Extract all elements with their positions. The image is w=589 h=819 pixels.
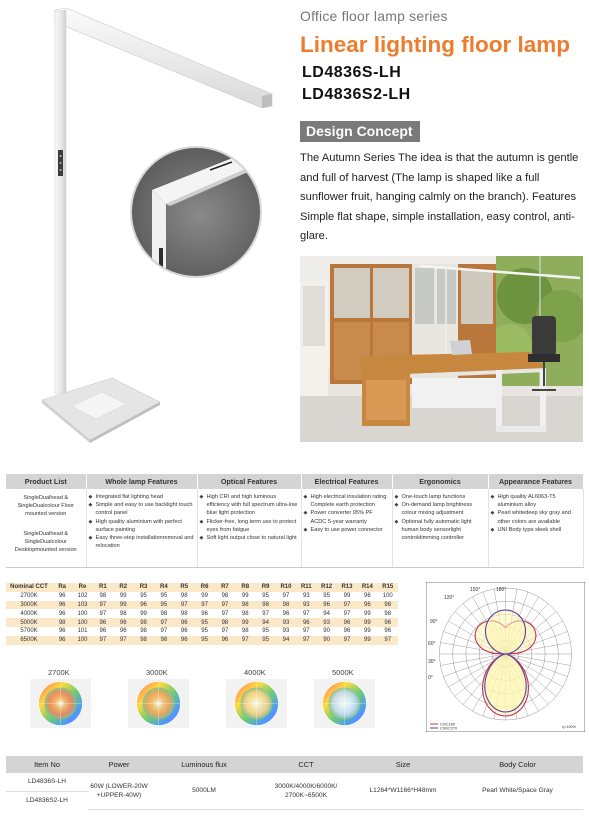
cri-cell: 98 (215, 618, 235, 627)
table-row (6, 609, 398, 618)
cri-header-cell: R8 (241, 584, 250, 591)
ergonomics-cell (392, 489, 488, 568)
cri-header-cell: R2 (119, 584, 128, 591)
spectrum-chart (128, 679, 189, 728)
cri-cell: 97 (154, 618, 174, 627)
cri-cell: 93 (276, 627, 296, 636)
cri-cell: 98 (154, 636, 174, 645)
cri-header-cell: R1 (99, 584, 107, 591)
electrical-cell (301, 489, 392, 568)
cri-cell: 96 (52, 627, 72, 636)
polar-angle-label: 90° (430, 619, 438, 625)
cri-cell: 97 (337, 609, 357, 618)
cri-header-cell: R5 (180, 584, 189, 591)
features-header-ergonomics: Ergonomics (392, 474, 488, 489)
cri-cell: 97 (296, 627, 316, 636)
model-number-1: LD4836S-LH (302, 64, 402, 81)
list-item: ◆ Easy three-step installationremoval and relocation (89, 534, 195, 550)
cri-cell: 96 (276, 609, 296, 618)
cri-cell: 96 (52, 601, 72, 610)
cri-cell: 94 (316, 609, 336, 618)
cri-cell: 6500K (6, 636, 52, 645)
spec-header-size: Size (354, 756, 452, 773)
spec-cct: 3000K/4000K/6000K/ 2700K~6500K (258, 773, 354, 809)
polar-angle-label: 150° (470, 587, 481, 593)
cri-cell: 99 (337, 592, 357, 601)
cri-cell: 94 (255, 618, 275, 627)
product-list-cell (6, 489, 86, 568)
cri-cell: 93 (296, 592, 316, 601)
cri-cell: 98 (255, 601, 275, 610)
cri-cell: 102 (72, 592, 92, 601)
cri-table (6, 583, 398, 645)
polar-angle-label: 0° (428, 675, 433, 681)
spectrum-chart (314, 679, 375, 728)
light-distribution-diagram (426, 582, 585, 732)
cri-cell: 101 (72, 627, 92, 636)
cri-cell: 99 (235, 592, 255, 601)
cri-cell: 97 (154, 627, 174, 636)
cri-cell: 96 (174, 636, 194, 645)
product-floor-version: SingleDualhead & SingleDualcolour Floor mounted version (17, 495, 75, 518)
cri-cell: 5000K (6, 618, 52, 627)
cri-cell: 99 (194, 592, 214, 601)
cri-cell: 98 (113, 609, 133, 618)
features-header-electrical: Electrical Features (301, 474, 392, 489)
cri-cell: 97 (215, 609, 235, 618)
cri-cell: 99 (113, 601, 133, 610)
cri-cell: 95 (154, 601, 174, 610)
cri-cell: 90 (316, 627, 336, 636)
spec-header-flux: Luminous flux (150, 756, 258, 773)
features-header-optical: Optical Features (197, 474, 301, 489)
list-item: ◆ Pearl whitedeep sky gray and other colors are available (491, 509, 581, 525)
polar-angle-label: 180° (496, 587, 507, 593)
cri-cell: 96 (296, 618, 316, 627)
cri-cell: 96 (357, 601, 377, 610)
cri-cell: 98 (276, 601, 296, 610)
cri-cell: 97 (194, 601, 214, 610)
cri-cell: 93 (276, 618, 296, 627)
polar-angle-label: 30° (428, 659, 436, 665)
cri-cell: 96 (133, 601, 153, 610)
cri-cell: 98 (154, 609, 174, 618)
cri-cell: 95 (194, 636, 214, 645)
appearance-cell (488, 489, 583, 568)
cri-cell: 96 (194, 609, 214, 618)
product-title: Linear lighting floor lamp (300, 32, 570, 57)
list-item: ◆ High CRI and high luminous efficiency with full spectrum ultra-low blue light protection (200, 493, 299, 518)
cri-cell: 98 (133, 636, 153, 645)
cri-cell: 96 (215, 636, 235, 645)
cri-cell: 98 (93, 592, 113, 601)
spectrum-label: 5000K (332, 668, 354, 677)
cri-cell: 93 (296, 601, 316, 610)
list-item: ◆ Simple and easy to use backlight touch control panel (89, 501, 195, 517)
spec-header-color: Body Color (452, 756, 583, 773)
cri-header-cell: R13 (341, 584, 353, 591)
cri-cell: 4000K (6, 609, 52, 618)
spec-flux: 5000LM (150, 773, 258, 809)
cri-cell: 97 (113, 636, 133, 645)
cri-cell: 2700K (6, 592, 52, 601)
polar-angle-label: 120° (444, 595, 455, 601)
cri-cell: 5700K (6, 627, 52, 636)
cri-cell: 97 (296, 609, 316, 618)
cri-cell: 99 (113, 592, 133, 601)
list-item: ◆ High quality aluminium with perfect surface painting (89, 518, 195, 534)
cri-cell: 99 (357, 636, 377, 645)
cri-cell: 103 (72, 601, 92, 610)
cri-cell: 98 (174, 609, 194, 618)
spec-size: L1264*W1166*H48mm (354, 773, 452, 809)
table-row (6, 592, 398, 601)
spectrum-label: 4000K (244, 668, 266, 677)
cri-cell: 97 (296, 636, 316, 645)
cri-cell: 93 (316, 618, 336, 627)
cri-cell: 97 (215, 601, 235, 610)
table-row (6, 636, 398, 645)
spec-item-1: LD4836S-LH (6, 773, 88, 791)
features-header-appearance: Appearance Features (488, 474, 583, 489)
list-item: ◆ Flicker-free, long term use to protect eyes from fatigue (200, 518, 299, 534)
cri-cell: 96 (378, 618, 399, 627)
cri-header-cell: R10 (280, 584, 292, 591)
polar-angle-label: 60° (428, 641, 436, 647)
cri-cell: 96 (174, 627, 194, 636)
cri-cell: 97 (174, 601, 194, 610)
cri-cell: 96 (52, 609, 72, 618)
cri-cell: 97 (93, 601, 113, 610)
cri-cell: 94 (276, 636, 296, 645)
list-item: ◆ Integrated flat lighting head (89, 493, 195, 501)
cri-header-cell: R12 (321, 584, 333, 591)
cri-header-cell: Nominal CCT (10, 584, 48, 591)
cri-cell: 97 (215, 627, 235, 636)
cri-cell: 97 (235, 636, 255, 645)
optical-cell (197, 489, 301, 568)
list-item: ◆ UNI Body type sleek shell (491, 526, 581, 534)
cri-cell: 3000K (6, 601, 52, 610)
cri-cell: 98 (174, 592, 194, 601)
cri-cell: 100 (72, 618, 92, 627)
whole-lamp-cell (86, 489, 197, 568)
cri-cell: 98 (52, 618, 72, 627)
table-row (6, 618, 398, 627)
cri-header-cell: R9 (261, 584, 270, 591)
cri-header-cell: R15 (382, 584, 394, 591)
list-item: ◆ Optional fully automatic light human body sensorlight controldimming controller (395, 518, 486, 543)
model-number-2: LD4836S2-LH (302, 86, 411, 103)
cri-cell: 96 (337, 627, 357, 636)
cri-cell: 100 (378, 592, 399, 601)
cri-cell: 95 (194, 618, 214, 627)
cri-cell: 97 (337, 636, 357, 645)
list-item: ◆ High quality AL6063-T5 aluminium alloy (491, 493, 581, 509)
table-row (6, 627, 398, 636)
list-item: ◆ On-demand lamp brightness colour mixing adjustment (395, 501, 486, 517)
spectrum-chart (30, 679, 91, 728)
cri-header-cell: R6 (200, 584, 209, 591)
cri-cell: 98 (235, 601, 255, 610)
cri-cell: 98 (378, 609, 399, 618)
cri-cell: 96 (113, 618, 133, 627)
cri-cell: 96 (337, 618, 357, 627)
spec-color: Pearl White/Space Gray (452, 773, 583, 809)
cri-cell: 98 (133, 627, 153, 636)
legend-label-c0: C0/C180 (440, 722, 455, 727)
cri-cell: 96 (378, 627, 399, 636)
spec-item-2: LD4836S2-LH (26, 796, 68, 804)
cri-cell: 100 (72, 636, 92, 645)
cri-cell: 96 (316, 601, 336, 610)
cri-cell: 99 (357, 609, 377, 618)
list-item: ◆ High electrical insulation rating. Complete earth protection (304, 493, 390, 509)
spectrum-chart (226, 679, 287, 728)
cri-header-cell: R11 (300, 584, 312, 591)
cri-cell: 97 (93, 636, 113, 645)
list-item: ◆ Power converter 95% PF ACDC 5-year warranty (304, 509, 390, 525)
cri-header-cell: R4 (160, 584, 168, 591)
cri-cell: 96 (174, 618, 194, 627)
cri-header-cell: Ra (58, 584, 66, 591)
cri-header-cell: R7 (221, 584, 229, 591)
design-concept-text: The Autumn Series The idea is that the autumn is gentle and full of harvest (The lamp is shaped like a full sunflower fruit, hanging calmly on the branch). Features Simple flat shape, simple installation, easy control, anti-glare. (300, 152, 579, 242)
features-table (6, 474, 584, 568)
features-header-product-list: Product List (6, 474, 86, 489)
lamp-illustration (0, 0, 300, 450)
office-scene-image (300, 256, 583, 442)
cri-cell: 98 (235, 627, 255, 636)
cri-cell: 99 (357, 618, 377, 627)
cri-cell: 96 (52, 636, 72, 645)
cri-cell: 96 (93, 618, 113, 627)
efficiency-note: η=100% (562, 725, 577, 729)
list-item: ◆ Easy to use power connector (304, 526, 390, 534)
cri-cell: 95 (154, 592, 174, 601)
cri-cell: 95 (194, 627, 214, 636)
cri-cell: 96 (357, 592, 377, 601)
spec-power: 60W (LOWER-20W +UPPER-40W) (88, 773, 150, 809)
cri-cell: 96 (52, 592, 72, 601)
cri-cell: 98 (235, 609, 255, 618)
features-header-whole-lamp: Whole lamp Features (86, 474, 197, 489)
cri-cell: 95 (255, 636, 275, 645)
cri-cell: 96 (93, 627, 113, 636)
cri-cell: 98 (133, 618, 153, 627)
cri-cell: 95 (133, 592, 153, 601)
cri-cell: 99 (235, 618, 255, 627)
cri-cell: 97 (378, 636, 399, 645)
cri-cell: 95 (316, 592, 336, 601)
list-item: ◆ Soft light output close to natural light (200, 534, 299, 542)
cri-cell: 95 (255, 592, 275, 601)
spec-header-power: Power (88, 756, 150, 773)
cri-cell: 97 (255, 609, 275, 618)
spec-header-item: Item No (6, 756, 88, 773)
table-row (6, 601, 398, 610)
cri-header-cell: R3 (139, 584, 148, 591)
cri-cell: 98 (215, 592, 235, 601)
cri-cell: 90 (316, 636, 336, 645)
cri-cell: 95 (255, 627, 275, 636)
spectrum-label: 2700K (48, 668, 70, 677)
cri-cell: 97 (337, 601, 357, 610)
design-concept-heading: Design Concept (300, 121, 420, 142)
list-item: ◆ One-touch lamp functions (395, 493, 486, 501)
spectrum-label: 3000K (146, 668, 168, 677)
cri-cell: 99 (357, 627, 377, 636)
spec-table (6, 756, 583, 810)
series-name: Office floor lamp series (300, 8, 448, 24)
spec-header-cct: CCT (258, 756, 354, 773)
cri-cell: 99 (133, 609, 153, 618)
legend-label-c90: C90/C270 (440, 726, 458, 731)
cri-header-cell: R14 (361, 584, 373, 591)
cri-cell: 97 (93, 609, 113, 618)
cri-cell: 97 (276, 592, 296, 601)
product-desktop-version: SingleDualhead & SingleDualcolour Desktopmounted version (14, 530, 77, 554)
cri-cell: 96 (113, 627, 133, 636)
cri-header-cell: Re (78, 584, 87, 591)
cri-cell: 100 (72, 609, 92, 618)
cri-cell: 98 (378, 601, 399, 610)
